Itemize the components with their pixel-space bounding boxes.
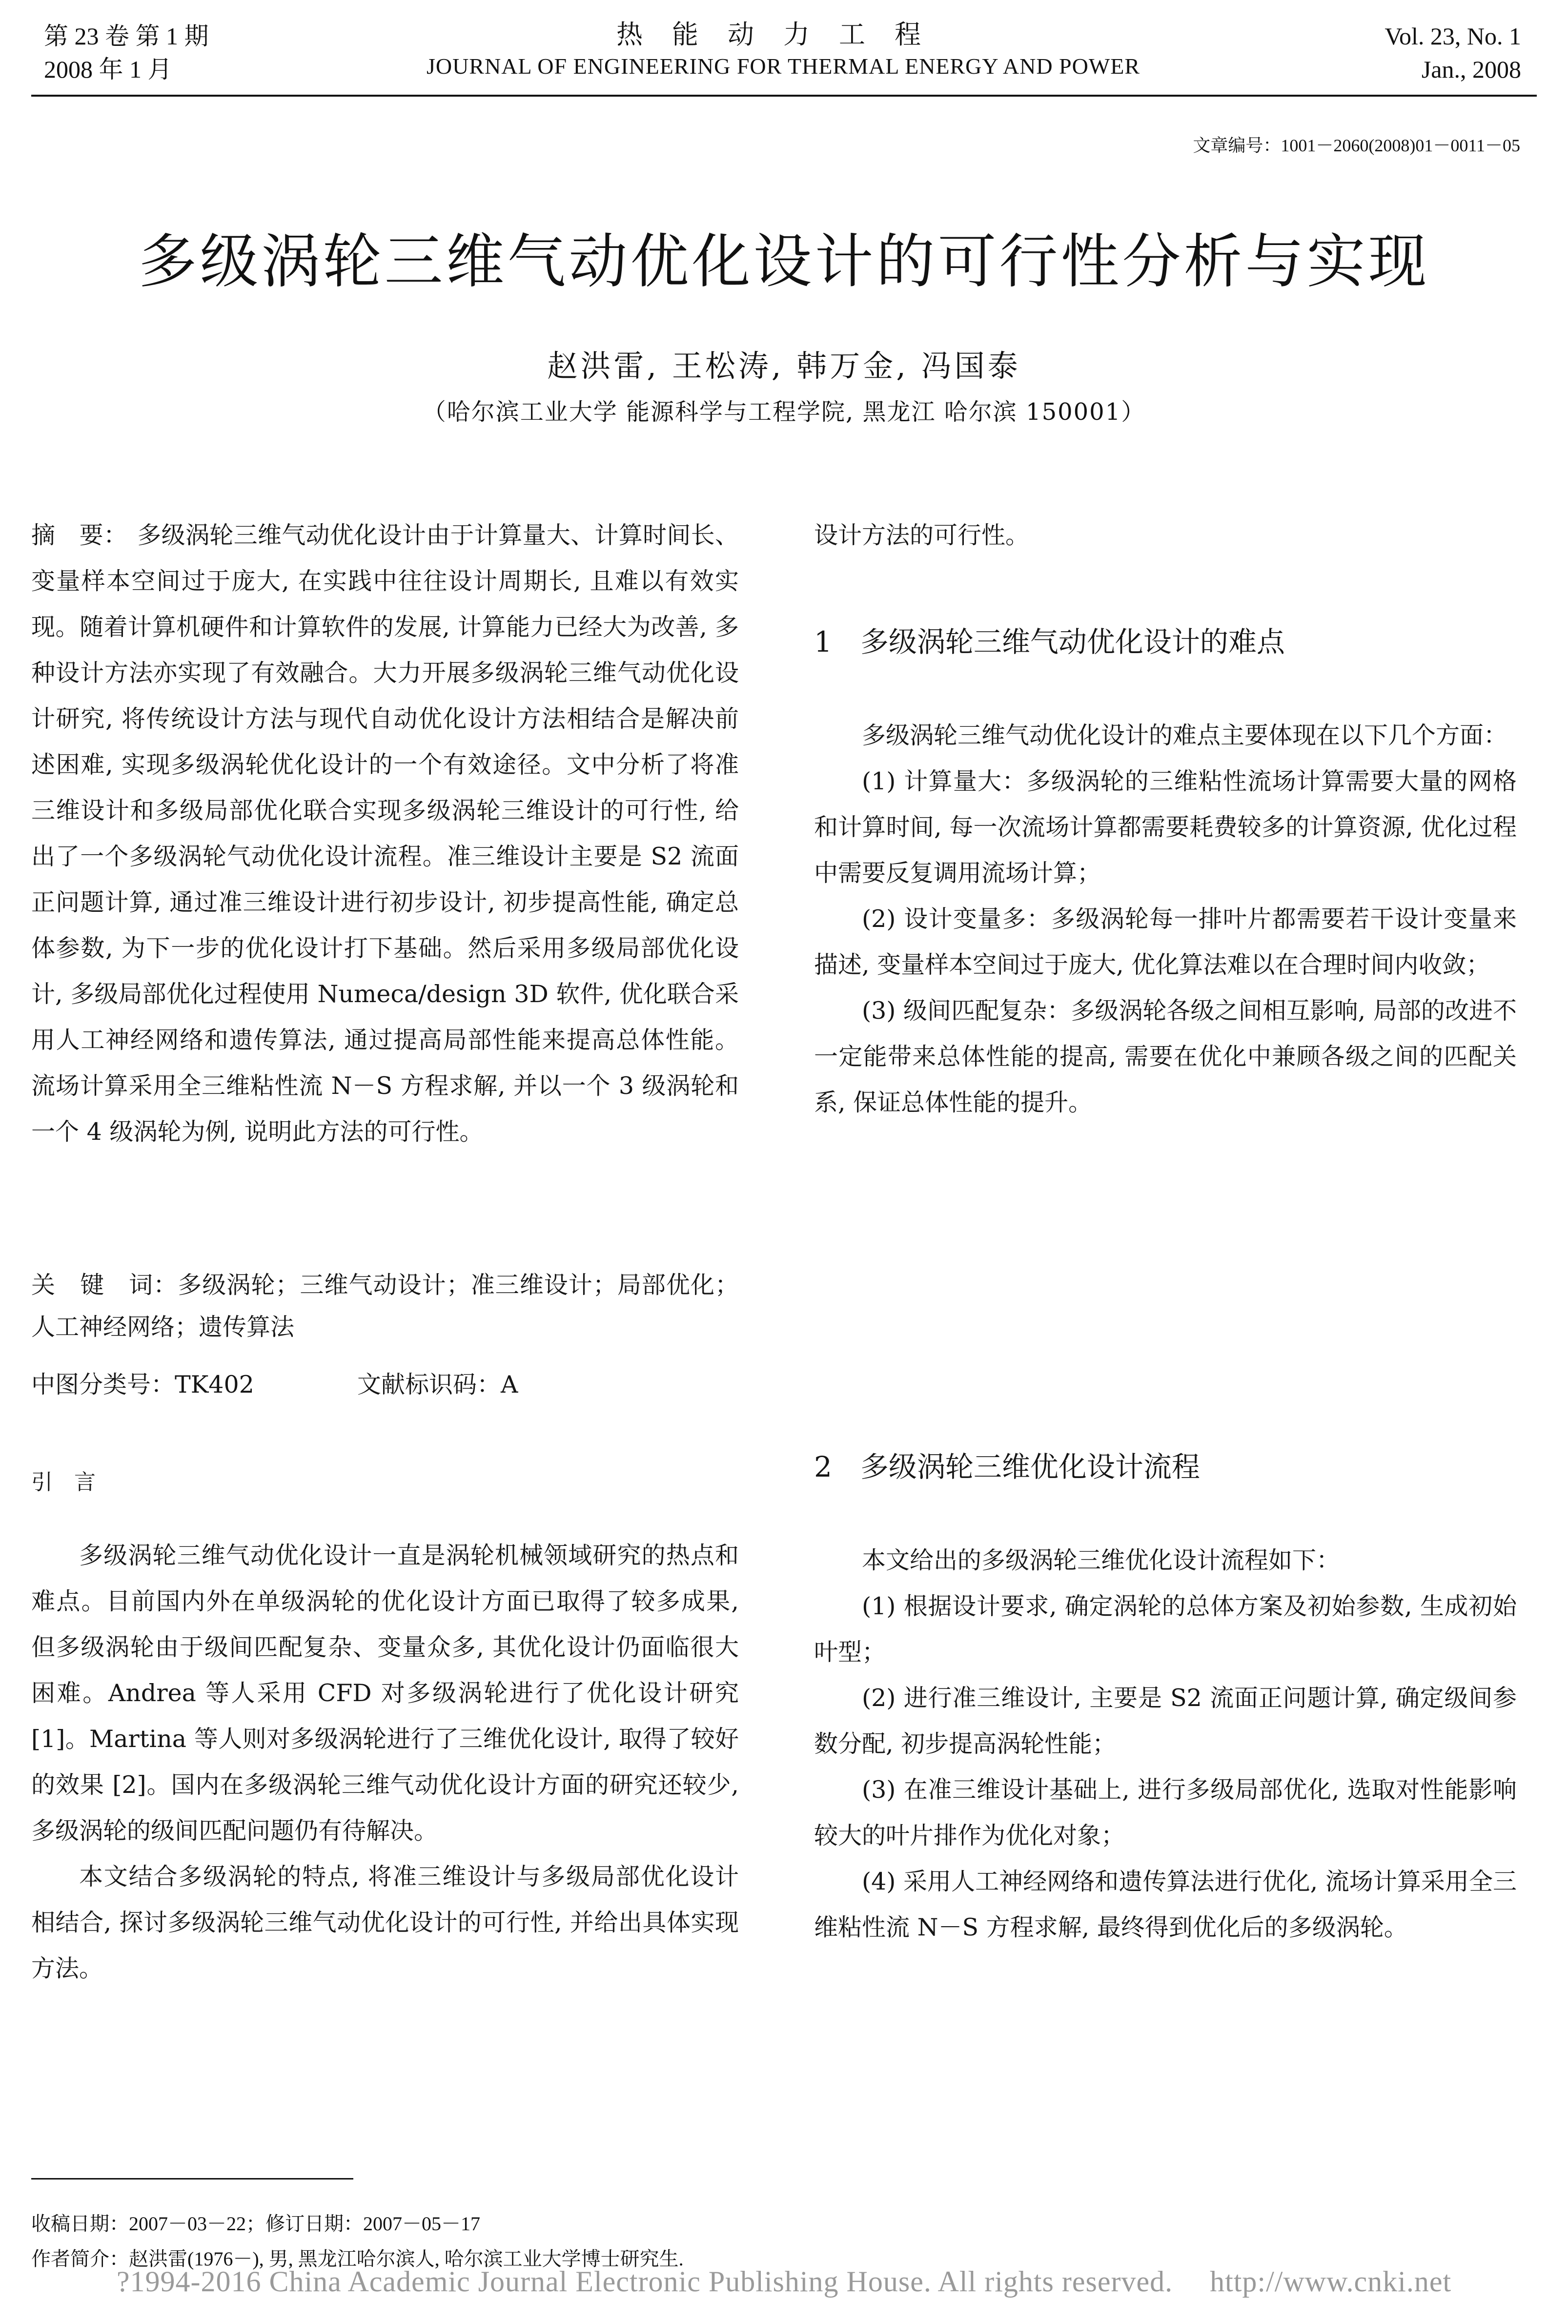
abstract-label: 摘 要： — [31, 521, 128, 549]
intro-paragraph-1: 多级涡轮三维气动优化设计一直是涡轮机械领域研究的热点和难点。目前国内外在单级涡轮的优化设计方面已取得了较多成果, 但多级涡轮由于级间匹配复杂、变量众多, 其优化设计仍面临很大困难。Andrea 等人采用 CFD 对多级涡轮进行了优化设计研究 [1]。Martina 等人则对多级涡轮进行了三维优化设计, 取得了较好的效果 [2]。国内在多级涡轮三维气动优化设计方面的研究还较少, 多级涡轮的级间匹配问题仍有待解决。 — [31, 1542, 739, 1845]
classification — [31, 1362, 739, 1408]
journal-name-en: JOURNAL OF ENGINEERING FOR THERMAL ENERGY AND POWER — [426, 54, 1140, 79]
clc-label: 中图分类号： — [31, 1371, 175, 1399]
abstract — [31, 513, 739, 1155]
footnote-author-bio: 作者简介：赵洪雷(1976－), 男, 黑龙江哈尔滨人, 哈尔滨工业大学博士研究生. — [31, 2248, 684, 2270]
journal-issue-en — [1267, 20, 1521, 86]
footnote-rule — [31, 2178, 353, 2180]
issue-date: 2008 年 1 月 — [44, 56, 172, 83]
keywords — [31, 1264, 739, 1348]
section-1-item-2: (2) 设计变量多：多级涡轮每一排叶片都需要若干设计变量来描述, 变量样本空间过于庞大, 优化算法难以在合理时间内收敛； — [814, 905, 1517, 979]
journal-name — [342, 18, 1225, 81]
intro-body — [31, 1533, 739, 1992]
intro-tail: 设计方法的可行性。 — [814, 521, 1030, 549]
issue-volume-en: Vol. 23, No. 1 — [1385, 22, 1521, 50]
section-2-lead: 本文给出的多级涡轮三维优化设计流程如下： — [862, 1546, 1341, 1574]
section-2-item-1: (1) 根据设计要求, 确定涡轮的总体方案及初始参数, 生成初始叶型； — [814, 1592, 1517, 1666]
journal-issue-cn — [44, 20, 249, 86]
issue-date-en: Jan., 2008 — [1421, 56, 1521, 83]
section-1-body — [814, 713, 1517, 1126]
keywords-text: 多级涡轮；三维气动设计；准三维设计；局部优化；人工神经网络；遗传算法 — [31, 1271, 739, 1341]
copyright-bar — [0, 2265, 1568, 2299]
doc-code-value: A — [501, 1371, 518, 1399]
section-2-body — [814, 1538, 1517, 1951]
paper-affiliation: （哈尔滨工业大学 能源科学与工程学院, 黑龙江 哈尔滨 150001） — [422, 398, 1146, 426]
footnote-received: 收稿日期：2007－03－22；修订日期：2007－05－17 — [31, 2213, 480, 2235]
section-1-lead: 多级涡轮三维气动优化设计的难点主要体现在以下几个方面： — [862, 721, 1508, 749]
section-2-item-4: (4) 采用人工神经网络和遗传算法进行优化, 流场计算采用全三维粘性流 N－S 方程求解, 最终得到优化后的多级涡轮。 — [814, 1868, 1517, 1941]
journal-name-cn: 热能动力工程 — [616, 20, 950, 49]
article-number: 文章编号：1001－2060(2008)01－0011－05 — [1193, 136, 1520, 155]
intro-paragraph-2: 本文结合多级涡轮的特点, 将准三维设计与多级局部优化设计相结合, 探讨多级涡轮三维气动优化设计的可行性, 并给出具体实现方法。 — [31, 1863, 739, 1982]
cnki-url[interactable]: http://www.cnki.net — [1210, 2265, 1452, 2298]
doc-code-label: 文献标识码： — [357, 1371, 501, 1399]
section-2-item-2: (2) 进行准三维设计, 主要是 S2 流面正问题计算, 确定级间参数分配, 初步提高涡轮性能； — [814, 1684, 1517, 1758]
section-1-item-1: (1) 计算量大：多级涡轮的三维粘性流场计算需要大量的网格和计算时间, 每一次流场计算都需要耗费较多的计算资源, 优化过程中需要反复调用流场计算； — [814, 767, 1517, 887]
intro-heading: 引 言 — [31, 1470, 96, 1495]
issue-volume: 第 23 卷 第 1 期 — [44, 22, 209, 50]
paper-title: 多级涡轮三维气动优化设计的可行性分析与实现 — [138, 228, 1430, 296]
paper-authors: 赵洪雷, 王松涛, 韩万金, 冯国泰 — [547, 348, 1021, 384]
clc-value: TK402 — [175, 1371, 254, 1399]
keywords-label: 关 键 词： — [31, 1271, 178, 1299]
abstract-text: 多级涡轮三维气动优化设计由于计算量大、计算时间长、变量样本空间过于庞大, 在实践中往往设计周期长, 且难以有效实现。随着计算机硬件和计算软件的发展, 计算能力已经大为改善, 多种设计方法亦实现了有效融合。大力开展多级涡轮三维气动优化设计研究, 将传统设计方法与现代自动优化设计方法相结合是解决前述困难, 实现多级涡轮优化设计的一个有效途径。文中分析了将准三维设计和多级局部优化联合实现多级涡轮三维设计的可行性, 给出了一个多级涡轮气动优化设计流程。准三维设计主要是 S2 流面正问题计算, 通过准三维设计进行初步设计, 初步提高性能, 确定总体参数, 为下一步的优化设计打下基础。然后采用多级局部优化设计, 多级局部优化过程使用 Numeca/design 3D 软件, 优化联合采用人工神经网络和遗传算法, 通过提高局部性能来提高总体性能。流场计算采用全三维粘性流 N－S 方程求解, 并以一个 3 级涡轮和一个 4 级涡轮为例, 说明此方法的可行性。 — [31, 521, 739, 1146]
copyright-text: ?1994-2016 China Academic Journal Electronic Publishing House. All rights reserved. — [116, 2265, 1173, 2298]
header-rule — [31, 95, 1537, 97]
section-2-heading: 2 多级涡轮三维优化设计流程 — [814, 1450, 1200, 1483]
section-1-heading: 1 多级涡轮三维气动优化设计的难点 — [814, 625, 1285, 658]
section-2-item-3: (3) 在准三维设计基础上, 进行多级局部优化, 选取对性能影响较大的叶片排作为优化对象； — [814, 1776, 1517, 1850]
section-1-item-3: (3) 级间匹配复杂：多级涡轮各级之间相互影响, 局部的改进不一定能带来总体性能的提高, 需要在优化中兼顾各级之间的匹配关系, 保证总体性能的提升。 — [814, 997, 1517, 1116]
